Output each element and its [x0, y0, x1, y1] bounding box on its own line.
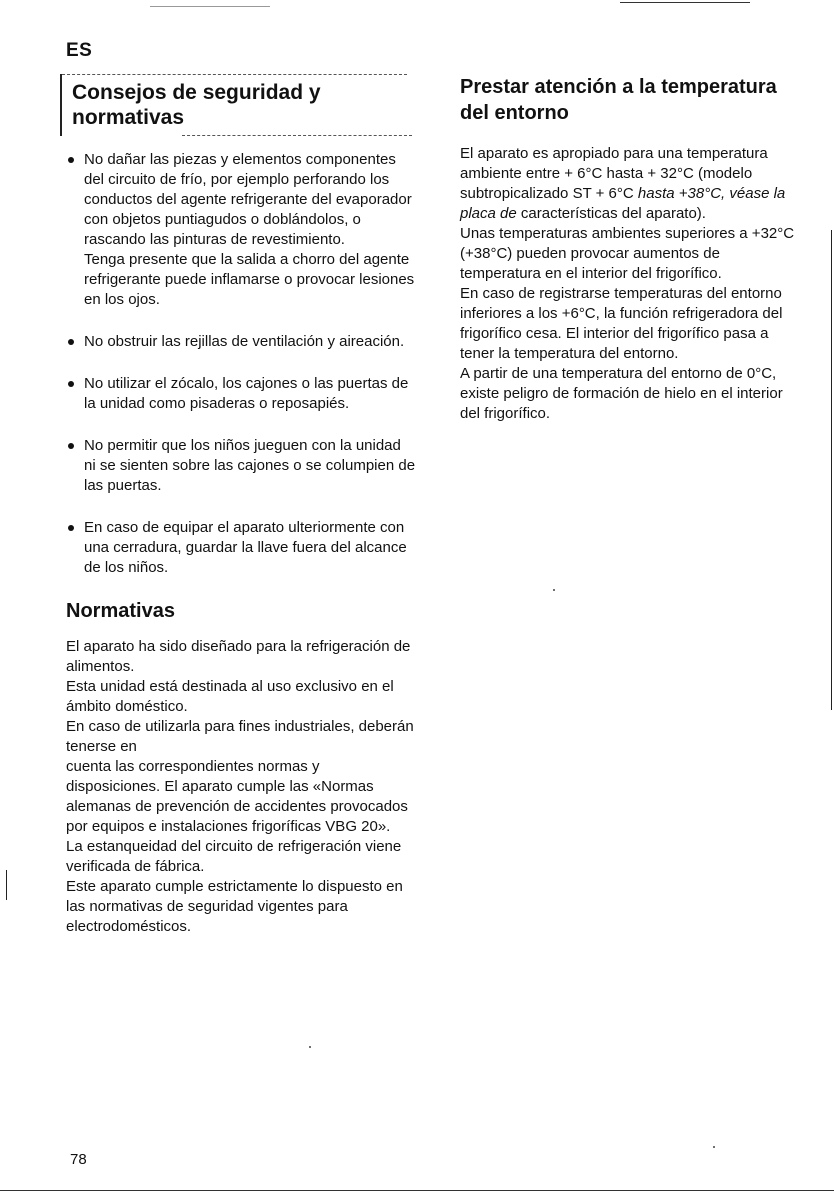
scan-edge-left	[6, 870, 7, 900]
bullet-item	[66, 436, 416, 496]
bullet-icon	[68, 443, 74, 449]
page-number: 78	[70, 1151, 87, 1168]
bullet-text: No permitir que los niños jueguen con la unidad ni se sienten sobre las cajones o se columpien de las puertas.	[84, 437, 416, 494]
language-code: ES	[66, 40, 93, 61]
bullet-item	[66, 374, 416, 414]
temperature-text: características del aparato).	[516, 205, 706, 222]
left-column	[66, 74, 416, 937]
normativas-paragraph: En caso de utilizarla para fines industriales, deberán tenerse en	[66, 718, 414, 755]
bullet-text: No utilizar el zócalo, los cajones o las puertas de la unidad como pisaderas o reposapiés.	[84, 375, 409, 412]
bullet-icon	[68, 381, 74, 387]
bullet-text: Tenga presente que la salida a chorro del agente refrigerante puede inflamarse o provocar lesiones en los ojos.	[84, 251, 415, 308]
speck	[553, 589, 555, 591]
normativas-paragraph: Esta unidad está destinada al uso exclusivo en el ámbito doméstico.	[66, 678, 394, 715]
safety-title-box	[60, 74, 412, 136]
scan-line-top-right	[620, 2, 750, 3]
temperature-paragraph: Unas temperaturas ambientes superiores a +32°C (+38°C) pueden provocar aumentos de temperatura en el interior del frigorífico.	[460, 225, 795, 282]
temperature-text: El aparato es apropiado para una temperatura ambiente entre + 6°C hasta + 32°C (modelo subtropicalizado ST + 6°C	[460, 145, 768, 202]
scan-line-top-left	[150, 6, 270, 7]
bullet-text: No dañar las piezas y elementos componentes del circuito de frío, por ejemplo perforando los conductos del agente refrigerante del evaporador con objetos puntiagudos o doblándolos, o rascando las pinturas de revestimiento.	[84, 151, 412, 248]
normativas-paragraph: El aparato ha sido diseñado para la refrigeración de alimentos.	[66, 638, 411, 675]
bullet-item	[66, 332, 416, 352]
speck	[309, 1046, 311, 1048]
temperature-text-italic: hasta +38°C, véase la placa de	[460, 185, 786, 222]
bullet-icon	[68, 339, 74, 345]
bullet-item	[66, 518, 416, 578]
scan-edge-right	[831, 230, 832, 710]
temperature-paragraph: A partir de una temperatura del entorno de 0°C, existe peligro de formación de hielo en el interior del frigorífico.	[460, 365, 783, 422]
temperature-title: Prestar atención a la temperatura del entorno	[460, 76, 777, 124]
temperature-paragraph	[460, 144, 800, 224]
bullet-icon	[68, 525, 74, 531]
bullet-text: No obstruir las rejillas de ventilación y aireación.	[84, 333, 405, 350]
safety-title: Consejos de seguridad y normativas	[72, 81, 321, 129]
normativas-paragraph: Este aparato cumple estrictamente lo dispuesto en las normativas de seguridad vigentes para electrodomésticos.	[66, 878, 403, 935]
safety-bullet-list	[66, 150, 416, 578]
normativas-paragraph: La estanqueidad del circuito de refrigeración viene verificada de fábrica.	[66, 838, 402, 875]
bullet-icon	[68, 157, 74, 163]
bullet-text: En caso de equipar el aparato ulteriormente con una cerradura, guardar la llave fuera del alcance de los niños.	[84, 519, 407, 576]
right-column	[460, 74, 800, 424]
normativas-paragraph: cuenta las correspondientes normas y disposiciones. El aparato cumple las «Normas alemanas de prevención de accidentes provocados por equipos e instalaciones frigoríficas VBG 20».	[66, 758, 408, 835]
normativas-title: Normativas	[66, 600, 175, 622]
temperature-paragraph: En caso de registrarse temperaturas del entorno inferiores a los +6°C, la función refrigeradora del frigorífico cesa. El interior del frigorífico pasa a tener la temperatura del entorno.	[460, 285, 783, 362]
scan-line-bottom	[0, 1190, 834, 1191]
speck	[713, 1146, 715, 1148]
bullet-item	[66, 150, 416, 310]
